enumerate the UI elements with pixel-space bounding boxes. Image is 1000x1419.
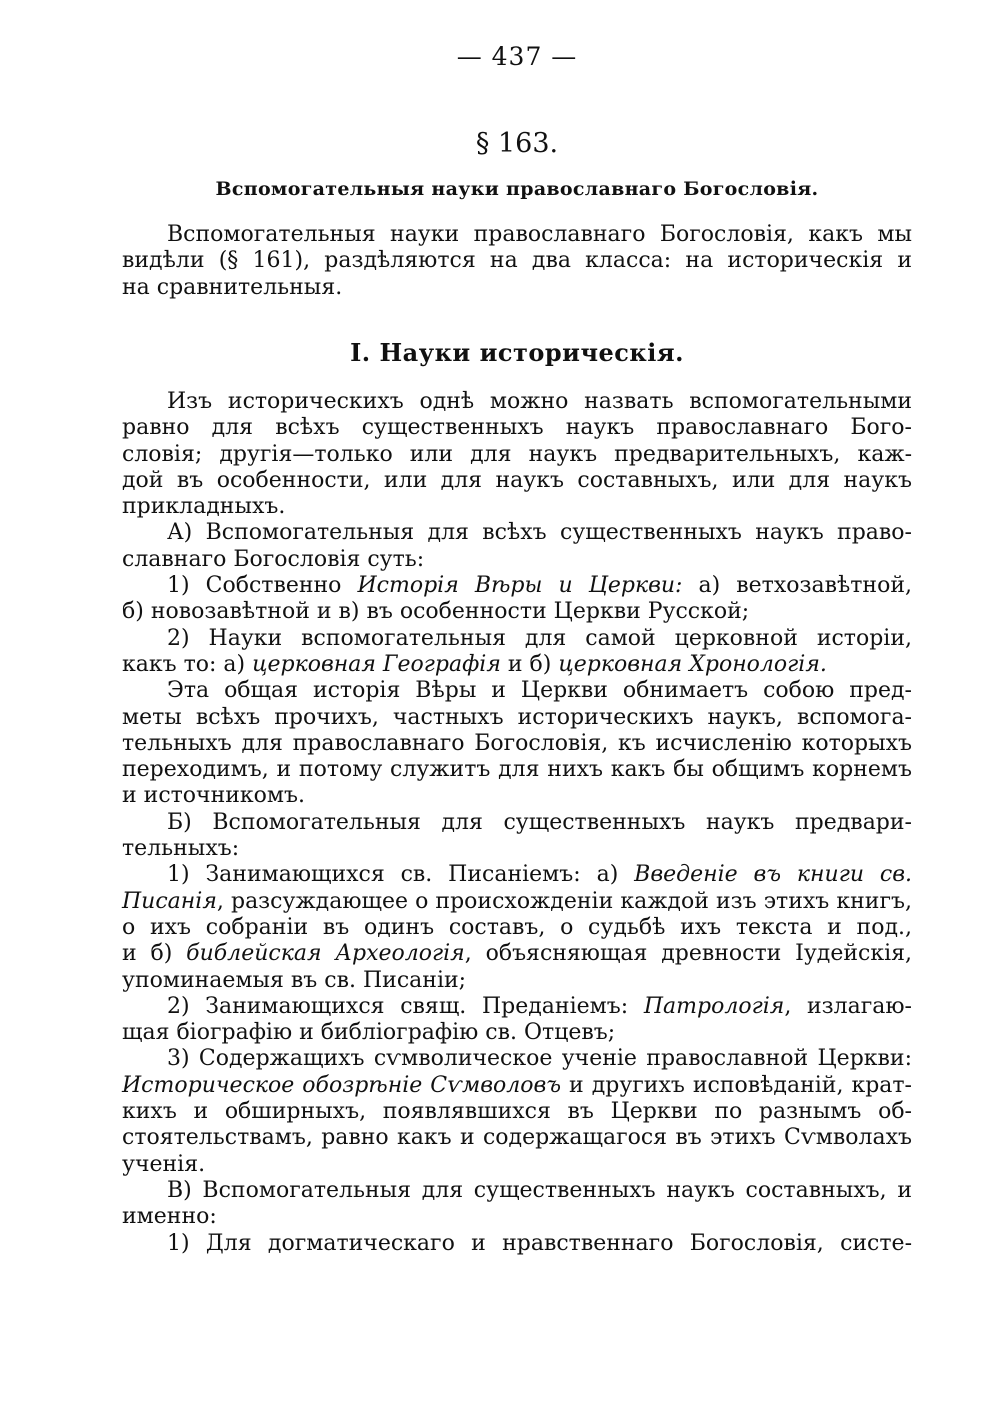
text-line [122, 862, 912, 888]
text-line: Эта общая исторія Вѣры и Церкви обнимаетъ собою пред- [167, 678, 912, 704]
body-text [122, 389, 912, 1257]
text-line: тельныхъ для православнаго Богословія, къ исчисленію которыхъ [122, 730, 912, 756]
text-run: 1) Собственно [167, 573, 358, 599]
text-line [122, 573, 912, 599]
text-run: и б) [122, 941, 187, 967]
section-number: § 163. [475, 128, 559, 159]
text-line: прикладныхъ. [122, 494, 286, 520]
text-line: словія; другія—только или для наукъ предварительныхъ, каж- [122, 441, 912, 467]
text-run: какъ то: а) [122, 651, 253, 677]
text-line [122, 1073, 912, 1099]
text-line: славнаго Богословія суть: [122, 546, 425, 572]
text-line: 2) Науки вспомогательныя для самой церковной исторіи, [167, 625, 912, 651]
text-line: б) новозавѣтной и в) въ особенности Церкви Русской; [122, 599, 750, 625]
italic-term: Историческое обозрѣніе Сѵмволовъ [122, 1072, 562, 1098]
intro-paragraph [122, 222, 912, 301]
text-line [122, 889, 912, 915]
text-line: именно: [122, 1204, 217, 1230]
text-line: переходимъ, и потому служитъ для нихъ какъ бы общимъ корнемъ [122, 757, 912, 783]
text-run: 1) Занимающихся св. Писаніемъ: а) [167, 862, 635, 888]
text-run: 2) Занимающихся свящ. Преданіемъ: [167, 993, 644, 1019]
italic-term: Патрологія [643, 993, 785, 1019]
page-number: — 437 — [456, 42, 578, 71]
text-line: видѣли (§ 161), раздѣляются на два класса: на историческія и [122, 248, 912, 274]
text-line: Вспомогательныя науки православнаго Богословія, какъ мы [167, 222, 912, 247]
text-line: Б) Вспомогательныя для существенныхъ наукъ предвари- [167, 809, 912, 835]
section-title: Вспомогательныя науки православнаго Богословія. [215, 178, 819, 200]
text-line: Изъ историческихъ однѣ можно назвать вспомогательными [167, 389, 912, 414]
italic-term: Введеніе въ книги св. [634, 862, 912, 888]
text-line [122, 941, 912, 967]
text-line: ученія. [122, 1151, 206, 1177]
text-line [122, 994, 912, 1020]
text-run: а) ветхозавѣтной, [682, 573, 912, 599]
text-run: , разсуждающее о происхожденіи каждой изъ этихъ книгъ, [216, 888, 912, 914]
text-line: А) Вспомогательныя для всѣхъ существенныхъ наукъ право- [167, 520, 912, 546]
text-line: меты всѣхъ прочихъ, частныхъ историческихъ наукъ, вспомога- [122, 704, 912, 730]
text-run: и другихъ исповѣданій, крат- [561, 1072, 912, 1098]
text-line: В) Вспомогательныя для существенныхъ наукъ составныхъ, и [167, 1177, 912, 1203]
text-run: , объясняющая древности Іудейскія, [464, 941, 913, 967]
text-run: и б) [500, 651, 559, 677]
subsection-heading: I. Науки историческія. [350, 338, 684, 367]
text-run: , излагаю- [784, 993, 912, 1019]
text-line: щая біографію и библіографію св. Отцевъ; [122, 1020, 616, 1046]
text-line: дой въ особенности, или для наукъ составныхъ, или для наукъ [122, 467, 912, 493]
italic-term: Исторія Вѣры и Церкви: [357, 573, 683, 599]
italic-term: Писанія [122, 888, 217, 914]
text-line: и источникомъ. [122, 783, 306, 809]
italic-term: церковная Хронологія. [558, 651, 827, 677]
text-line: стоятельствамъ, равно какъ и содержащагося въ этихъ Сѵмволахъ [122, 1125, 912, 1151]
text-line: упоминаемыя въ св. Писаніи; [122, 967, 467, 993]
text-line [122, 652, 912, 678]
text-line: 3) Содержащихъ сѵмволическое ученіе православной Церкви: [167, 1046, 912, 1072]
text-line: равно для всѣхъ существенныхъ наукъ православнаго Бого- [122, 415, 912, 441]
text-line: 1) Для догматическаго и нравственнаго Богословія, систе- [167, 1230, 912, 1256]
text-line: тельныхъ: [122, 836, 240, 862]
text-line: о ихъ собраніи въ одинъ составъ, о судьбѣ ихъ текста и под., [122, 914, 912, 940]
italic-term: церковная Географія [252, 651, 501, 677]
italic-term: библейская Археологія [186, 941, 465, 967]
text-line: кихъ и обширныхъ, появлявшихся въ Церкви по разнымъ об- [122, 1099, 912, 1125]
text-line: на сравнительныя. [122, 274, 343, 300]
